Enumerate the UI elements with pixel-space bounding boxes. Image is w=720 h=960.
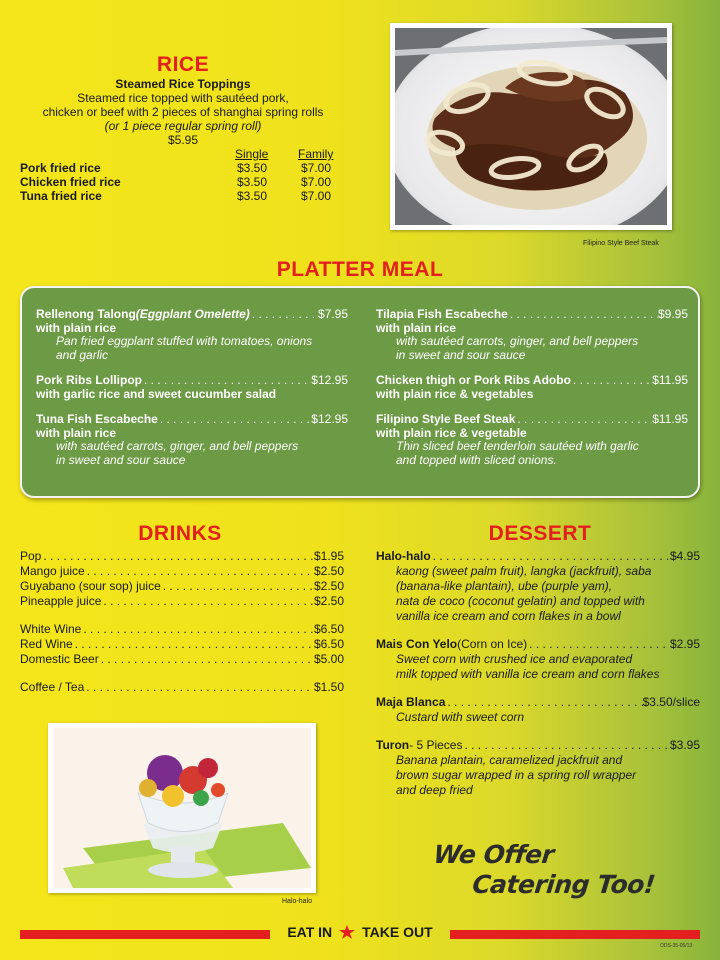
- platter-item-desc: in sweet and sour sauce: [396, 347, 526, 362]
- platter-box: [20, 286, 700, 498]
- dessert-desc: (banana-like plantain), ube (purple yam),: [396, 579, 613, 593]
- catering-line-2: Catering Too!: [470, 870, 657, 899]
- rice-item-name: Pork fried rice: [20, 161, 101, 175]
- dessert-name: Mais Con Yelo: [376, 637, 458, 651]
- platter-item-name: Tuna Fish Escabeche: [36, 412, 158, 426]
- drink-item: [20, 622, 344, 637]
- platter-item-desc: Thin sliced beef tenderloin sautéed with garlic: [396, 439, 639, 453]
- platter-item-desc: with sautéed carrots, ginger, and bell peppers: [396, 334, 639, 348]
- family-header: Family: [298, 147, 334, 161]
- rice-item: [18, 161, 348, 175]
- platter-item-name: Chicken thigh or Pork Ribs Adobo: [376, 373, 571, 387]
- platter-item-price: $11.95: [652, 373, 688, 387]
- footer-bar-left: [20, 930, 270, 939]
- platter-item-sub: with plain rice & vegetable: [376, 425, 527, 440]
- platter-left-column: [36, 308, 348, 479]
- drink-price: $1.50: [313, 680, 344, 694]
- drink-name: White Wine: [20, 622, 82, 636]
- platter-item-name-extra: (Eggplant Omelette): [135, 307, 250, 321]
- drink-price: $2.50: [313, 579, 344, 593]
- catering-note: [429, 840, 675, 900]
- drink-item: [20, 680, 344, 695]
- rice-section: [18, 53, 348, 203]
- dessert-desc: and deep fried: [396, 783, 473, 797]
- beef-steak-image: [395, 28, 667, 225]
- footer-bar-right: [450, 930, 700, 939]
- dessert-item: [376, 695, 700, 725]
- dessert-desc: kaong (sweet palm fruit), langka (jackfruit), saba: [396, 564, 652, 578]
- dessert-desc: brown sugar wrapped in a spring roll wrapper: [396, 768, 637, 782]
- rice-item-family: $7.00: [301, 161, 332, 175]
- rice-topping-price: $5.95: [167, 133, 199, 147]
- rice-item-name: Chicken fried rice: [20, 175, 121, 189]
- dessert-price: $4.95: [669, 549, 700, 563]
- platter-item-price: $7.95: [317, 307, 348, 321]
- dessert-item: [376, 549, 700, 624]
- rice-item-family: $7.00: [301, 175, 332, 189]
- rice-column-headers: [18, 147, 348, 161]
- rice-item-single: $3.50: [237, 161, 268, 175]
- platter-item-price: $12.95: [311, 373, 348, 387]
- platter-item-price: $12.95: [311, 412, 348, 426]
- platter-item-name: Tilapia Fish Escabeche: [376, 307, 508, 321]
- platter-item: [376, 374, 688, 401]
- dessert-desc: nata de coco (coconut gelatin) and topped with: [396, 594, 645, 608]
- platter-item-sub: with garlic rice and sweet cucumber salad: [36, 386, 277, 401]
- platter-item-desc: in sweet and sour sauce: [56, 452, 186, 467]
- platter-item-name: Rellenong Talong: [36, 307, 136, 321]
- platter-item: [36, 308, 348, 362]
- drinks-heading: DRINKS: [138, 522, 222, 545]
- drink-price: $2.50: [313, 594, 344, 608]
- drink-price: $6.50: [313, 637, 344, 651]
- dessert-heading: DESSERT: [488, 522, 592, 545]
- drink-item: [20, 594, 344, 609]
- rice-item-single: $3.50: [237, 175, 268, 189]
- star-fork-icon: [338, 924, 356, 940]
- take-out-label: TAKE OUT: [362, 924, 433, 940]
- drink-name: Pop: [20, 549, 42, 563]
- single-header: Single: [235, 147, 269, 161]
- rice-desc-3: (or 1 piece regular spring roll): [104, 119, 262, 133]
- beef-steak-photo: [390, 23, 672, 230]
- drink-item: [20, 637, 344, 652]
- dessert-price: $2.95: [669, 637, 700, 651]
- halo-halo-caption: Halo-halo: [282, 898, 312, 905]
- drink-name: Guyabano (sour sop) juice: [20, 579, 161, 593]
- drink-price: $2.50: [313, 564, 344, 578]
- dessert-name: Halo-halo: [376, 549, 431, 563]
- dessert-price: $3.50/slice: [642, 695, 700, 709]
- platter-item-sub: with plain rice: [36, 425, 117, 440]
- dessert-item: [376, 637, 700, 682]
- drink-price: $1.95: [313, 549, 344, 563]
- drink-item: [20, 549, 344, 564]
- platter-right-column: [376, 308, 688, 479]
- drink-name: Coffee / Tea: [20, 680, 85, 694]
- platter-item-price: $11.95: [652, 412, 688, 426]
- platter-item-sub: with plain rice: [36, 320, 117, 335]
- dessert-desc: Banana plantain, caramelized jackfruit and: [396, 753, 623, 767]
- drink-item: [20, 564, 344, 579]
- drink-price: $6.50: [313, 622, 344, 636]
- dessert-name: Turon: [376, 738, 410, 752]
- rice-heading: RICE: [156, 53, 210, 76]
- drinks-list: [20, 549, 344, 695]
- rice-item-single: $3.50: [237, 189, 268, 203]
- platter-item: [36, 374, 348, 401]
- rice-subtitle: Steamed Rice Toppings: [115, 77, 251, 91]
- platter-item-name: Filipino Style Beef Steak: [376, 412, 516, 426]
- rice-desc-2: chicken or beef with 2 pieces of shanghai spring rolls: [42, 105, 324, 119]
- catering-line-1: We Offer: [432, 840, 556, 869]
- dessert-desc: milk topped with vanilla ice cream and corn flakes: [396, 667, 660, 681]
- dessert-name-extra: - 5 Pieces: [409, 738, 463, 752]
- halo-halo-image: [53, 728, 311, 888]
- platter-item-sub: with plain rice & vegetables: [376, 386, 534, 401]
- dessert-desc: Custard with sweet corn: [396, 710, 525, 724]
- dessert-name-extra: (Corn on Ice): [457, 637, 528, 651]
- platter-item-desc: Pan fried eggplant stuffed with tomatoes, onions: [56, 334, 313, 348]
- dessert-list: [376, 549, 700, 811]
- drink-item: [20, 579, 344, 594]
- dessert-item: [376, 738, 700, 798]
- rice-desc-1: Steamed rice topped with sautéed pork,: [77, 91, 289, 105]
- platter-item-sub: with plain rice: [376, 320, 457, 335]
- eat-in-label: EAT IN: [287, 924, 333, 940]
- platter-heading: PLATTER MEAL: [276, 258, 444, 281]
- platter-item-name: Pork Ribs Lollipop: [36, 373, 143, 387]
- beef-steak-caption: Filipino Style Beef Steak: [583, 240, 659, 247]
- menu-code: ODS-35-05/13: [660, 943, 693, 949]
- platter-item: [376, 413, 688, 467]
- footer-service-options: [262, 924, 458, 940]
- dessert-desc: Sweet corn with crushed ice and evaporated: [396, 652, 633, 666]
- drink-item: [20, 652, 344, 667]
- drink-name: Red Wine: [20, 637, 73, 651]
- rice-item: [18, 175, 348, 189]
- rice-item-name: Tuna fried rice: [20, 189, 102, 203]
- drink-name: Pineapple juice: [20, 594, 102, 608]
- drink-name: Mango juice: [20, 564, 85, 578]
- rice-item-family: $7.00: [301, 189, 332, 203]
- dessert-desc: vanilla ice cream and corn flakes in a bowl: [396, 609, 621, 623]
- halo-halo-photo: [48, 723, 316, 893]
- dessert-price: $3.95: [669, 738, 700, 752]
- platter-item-price: $9.95: [657, 307, 688, 321]
- drink-name: Domestic Beer: [20, 652, 99, 666]
- platter-item-desc: and garlic: [56, 347, 109, 362]
- platter-item: [36, 413, 348, 467]
- platter-item-desc: and topped with sliced onions.: [396, 452, 557, 467]
- platter-item: [376, 308, 688, 362]
- platter-item-desc: with sautéed carrots, ginger, and bell peppers: [56, 439, 299, 453]
- rice-item: [18, 189, 348, 203]
- dessert-name: Maja Blanca: [376, 695, 446, 709]
- drink-price: $5.00: [313, 652, 344, 666]
